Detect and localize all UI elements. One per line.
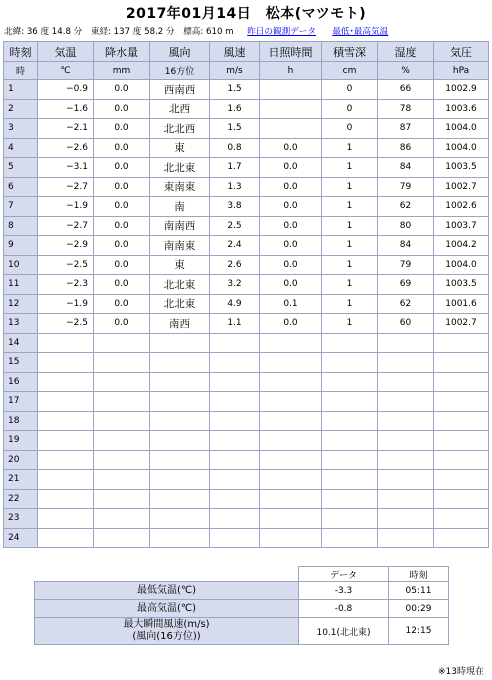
hour-cell: 3 bbox=[4, 119, 38, 139]
snow-depth-cell: 0 bbox=[322, 80, 378, 100]
temperature-cell bbox=[38, 489, 94, 509]
hour-cell: 21 bbox=[4, 470, 38, 490]
sunshine-cell: 0.0 bbox=[260, 138, 322, 158]
precipitation-cell: 0.0 bbox=[94, 99, 150, 119]
unit-sunshine: h bbox=[260, 62, 322, 80]
pressure-cell: 1004.0 bbox=[434, 255, 489, 275]
snow-depth-cell bbox=[322, 509, 378, 529]
temperature-cell bbox=[38, 509, 94, 529]
sunshine-cell bbox=[260, 80, 322, 100]
pressure-cell bbox=[434, 333, 489, 353]
temperature-cell: −2.5 bbox=[38, 255, 94, 275]
hour-cell: 17 bbox=[4, 392, 38, 412]
precipitation-cell: 0.0 bbox=[94, 119, 150, 139]
snow-depth-cell bbox=[322, 353, 378, 373]
pressure-cell: 1002.9 bbox=[434, 80, 489, 100]
wind-speed-cell bbox=[210, 372, 260, 392]
hour-cell: 2 bbox=[4, 99, 38, 119]
pressure-cell bbox=[434, 353, 489, 373]
wind-speed-cell: 4.9 bbox=[210, 294, 260, 314]
hour-cell: 10 bbox=[4, 255, 38, 275]
table-row bbox=[4, 216, 489, 236]
summary-time: 12:15 bbox=[389, 618, 449, 645]
sunshine-cell bbox=[260, 411, 322, 431]
humidity-cell: 84 bbox=[378, 236, 434, 256]
pressure-cell: 1003.7 bbox=[434, 216, 489, 236]
wind-speed-cell bbox=[210, 450, 260, 470]
snow-depth-cell: 1 bbox=[322, 216, 378, 236]
temperature-cell: −2.5 bbox=[38, 314, 94, 334]
table-row bbox=[4, 275, 489, 295]
snow-depth-cell bbox=[322, 528, 378, 548]
precipitation-cell: 0.0 bbox=[94, 275, 150, 295]
wind-speed-cell: 1.1 bbox=[210, 314, 260, 334]
sunshine-cell bbox=[260, 392, 322, 412]
sunshine-cell: 0.1 bbox=[260, 294, 322, 314]
humidity-cell bbox=[378, 509, 434, 529]
table-row bbox=[4, 314, 489, 334]
snow-depth-cell bbox=[322, 372, 378, 392]
hour-cell: 13 bbox=[4, 314, 38, 334]
header-precipitation: 降水量 bbox=[94, 42, 150, 62]
wind-direction-cell: 南 bbox=[150, 197, 210, 217]
humidity-cell bbox=[378, 353, 434, 373]
location-info-bar bbox=[4, 25, 492, 37]
precipitation-cell: 0.0 bbox=[94, 80, 150, 100]
humidity-cell: 62 bbox=[378, 197, 434, 217]
humidity-cell bbox=[378, 450, 434, 470]
wind-direction-cell: 南南東 bbox=[150, 236, 210, 256]
table-row bbox=[4, 450, 489, 470]
wind-direction-cell: 東 bbox=[150, 138, 210, 158]
humidity-cell bbox=[378, 470, 434, 490]
pressure-cell: 1004.0 bbox=[434, 119, 489, 139]
humidity-cell: 79 bbox=[378, 255, 434, 275]
snow-depth-cell bbox=[322, 489, 378, 509]
humidity-cell: 66 bbox=[378, 80, 434, 100]
pressure-cell: 1004.2 bbox=[434, 236, 489, 256]
wind-direction-cell bbox=[150, 509, 210, 529]
sunshine-cell bbox=[260, 119, 322, 139]
wind-speed-cell bbox=[210, 528, 260, 548]
sunshine-cell bbox=[260, 470, 322, 490]
hour-cell: 20 bbox=[4, 450, 38, 470]
sunshine-cell bbox=[260, 450, 322, 470]
unit-temperature: ℃ bbox=[38, 62, 94, 80]
wind-direction-cell: 北北東 bbox=[150, 294, 210, 314]
table-row bbox=[4, 509, 489, 529]
location-coordinates: 北緯: 36 度 14.8 分 東経: 137 度 58.2 分 標高: 610 m bbox=[4, 27, 234, 37]
temperature-cell: −1.6 bbox=[38, 99, 94, 119]
sunshine-cell bbox=[260, 99, 322, 119]
temperature-cell bbox=[38, 353, 94, 373]
table-row bbox=[4, 197, 489, 217]
table-row bbox=[4, 489, 489, 509]
precipitation-cell bbox=[94, 411, 150, 431]
temperature-cell bbox=[38, 431, 94, 451]
wind-direction-cell: 北北西 bbox=[150, 119, 210, 139]
hour-cell: 1 bbox=[4, 80, 38, 100]
summary-row bbox=[35, 582, 449, 600]
wind-speed-cell bbox=[210, 392, 260, 412]
snow-depth-cell bbox=[322, 470, 378, 490]
table-row bbox=[4, 236, 489, 256]
unit-row bbox=[4, 62, 489, 80]
summary-time: 05:11 bbox=[389, 582, 449, 600]
temperature-cell bbox=[38, 450, 94, 470]
wind-speed-cell bbox=[210, 333, 260, 353]
table-row bbox=[4, 99, 489, 119]
snow-depth-cell: 1 bbox=[322, 255, 378, 275]
table-row bbox=[4, 119, 489, 139]
table-row bbox=[4, 353, 489, 373]
summary-label: 最高気温(℃) bbox=[35, 600, 299, 618]
header-wind-speed: 風速 bbox=[210, 42, 260, 62]
wind-direction-cell: 東 bbox=[150, 255, 210, 275]
summary-value: -3.3 bbox=[299, 582, 389, 600]
summary-header-row bbox=[35, 567, 449, 582]
temperature-cell: −1.9 bbox=[38, 294, 94, 314]
pressure-cell: 1004.0 bbox=[434, 138, 489, 158]
snow-depth-cell: 1 bbox=[322, 177, 378, 197]
summary-time: 00:29 bbox=[389, 600, 449, 618]
wind-speed-cell: 1.6 bbox=[210, 99, 260, 119]
table-row bbox=[4, 333, 489, 353]
snow-depth-cell bbox=[322, 333, 378, 353]
table-row bbox=[4, 392, 489, 412]
wind-speed-cell bbox=[210, 353, 260, 373]
precipitation-cell bbox=[94, 431, 150, 451]
hour-cell: 22 bbox=[4, 489, 38, 509]
humidity-cell: 60 bbox=[378, 314, 434, 334]
wind-speed-cell: 0.8 bbox=[210, 138, 260, 158]
table-row bbox=[4, 431, 489, 451]
hour-cell: 19 bbox=[4, 431, 38, 451]
sunshine-cell bbox=[260, 489, 322, 509]
table-row bbox=[4, 158, 489, 178]
pressure-cell: 1002.7 bbox=[434, 177, 489, 197]
table-row bbox=[4, 372, 489, 392]
sunshine-cell: 0.0 bbox=[260, 255, 322, 275]
temperature-cell bbox=[38, 372, 94, 392]
pressure-cell: 1003.6 bbox=[434, 99, 489, 119]
wind-direction-cell: 南西 bbox=[150, 314, 210, 334]
unit-hour: 時 bbox=[4, 62, 38, 80]
hour-cell: 5 bbox=[4, 158, 38, 178]
precipitation-cell: 0.0 bbox=[94, 294, 150, 314]
wind-direction-cell: 西南西 bbox=[150, 80, 210, 100]
hour-cell: 23 bbox=[4, 509, 38, 529]
hour-cell: 16 bbox=[4, 372, 38, 392]
pressure-cell bbox=[434, 509, 489, 529]
snow-depth-cell: 1 bbox=[322, 294, 378, 314]
hour-cell: 6 bbox=[4, 177, 38, 197]
sunshine-cell: 0.0 bbox=[260, 275, 322, 295]
wind-direction-cell bbox=[150, 470, 210, 490]
humidity-cell: 78 bbox=[378, 99, 434, 119]
humidity-cell: 80 bbox=[378, 216, 434, 236]
wind-speed-cell bbox=[210, 411, 260, 431]
min-max-temp-link[interactable]: 最低･最高気温 bbox=[332, 27, 389, 37]
summary-header-time: 時刻 bbox=[389, 567, 449, 582]
precipitation-cell bbox=[94, 372, 150, 392]
table-row bbox=[4, 470, 489, 490]
pressure-cell bbox=[434, 528, 489, 548]
snow-depth-cell: 0 bbox=[322, 99, 378, 119]
snow-depth-cell: 1 bbox=[322, 275, 378, 295]
precipitation-cell: 0.0 bbox=[94, 138, 150, 158]
precipitation-cell bbox=[94, 392, 150, 412]
unit-pressure: hPa bbox=[434, 62, 489, 80]
precipitation-cell bbox=[94, 509, 150, 529]
wind-speed-cell bbox=[210, 489, 260, 509]
pressure-cell bbox=[434, 411, 489, 431]
humidity-cell bbox=[378, 528, 434, 548]
wind-direction-cell bbox=[150, 450, 210, 470]
unit-wind-speed: m/s bbox=[210, 62, 260, 80]
pressure-cell bbox=[434, 489, 489, 509]
sunshine-cell: 0.0 bbox=[260, 314, 322, 334]
temperature-cell: −2.3 bbox=[38, 275, 94, 295]
header-snow-depth: 積雪深 bbox=[322, 42, 378, 62]
wind-direction-cell bbox=[150, 333, 210, 353]
table-row bbox=[4, 528, 489, 548]
pressure-cell: 1003.5 bbox=[434, 275, 489, 295]
humidity-cell: 84 bbox=[378, 158, 434, 178]
wind-direction-cell bbox=[150, 392, 210, 412]
precipitation-cell: 0.0 bbox=[94, 216, 150, 236]
precipitation-cell bbox=[94, 470, 150, 490]
header-humidity: 湿度 bbox=[378, 42, 434, 62]
humidity-cell bbox=[378, 333, 434, 353]
snow-depth-cell: 1 bbox=[322, 236, 378, 256]
wind-speed-cell: 2.5 bbox=[210, 216, 260, 236]
yesterday-data-link[interactable]: 昨日の観測データ bbox=[247, 27, 316, 37]
table-row bbox=[4, 411, 489, 431]
sunshine-cell bbox=[260, 333, 322, 353]
snow-depth-cell: 1 bbox=[322, 314, 378, 334]
precipitation-cell: 0.0 bbox=[94, 255, 150, 275]
pressure-cell: 1002.7 bbox=[434, 314, 489, 334]
table-row bbox=[4, 80, 489, 100]
sunshine-cell bbox=[260, 372, 322, 392]
humidity-cell: 87 bbox=[378, 119, 434, 139]
precipitation-cell: 0.0 bbox=[94, 236, 150, 256]
temperature-cell: −2.6 bbox=[38, 138, 94, 158]
wind-direction-cell bbox=[150, 489, 210, 509]
sunshine-cell: 0.0 bbox=[260, 236, 322, 256]
header-hour: 時刻 bbox=[4, 42, 38, 62]
snow-depth-cell bbox=[322, 411, 378, 431]
hourly-observation-table bbox=[3, 41, 489, 548]
summary-value: -0.8 bbox=[299, 600, 389, 618]
snow-depth-cell: 1 bbox=[322, 158, 378, 178]
temperature-cell bbox=[38, 411, 94, 431]
precipitation-cell bbox=[94, 353, 150, 373]
header-temperature: 気温 bbox=[38, 42, 94, 62]
summary-value: 10.1(北北東) bbox=[299, 618, 389, 645]
pressure-cell bbox=[434, 431, 489, 451]
hour-cell: 12 bbox=[4, 294, 38, 314]
table-row bbox=[4, 255, 489, 275]
current-time-note: ※13時現在 bbox=[438, 667, 484, 677]
sunshine-cell bbox=[260, 353, 322, 373]
pressure-cell: 1002.6 bbox=[434, 197, 489, 217]
hour-cell: 18 bbox=[4, 411, 38, 431]
unit-snow-depth: cm bbox=[322, 62, 378, 80]
temperature-cell: −0.9 bbox=[38, 80, 94, 100]
unit-humidity: % bbox=[378, 62, 434, 80]
hour-cell: 9 bbox=[4, 236, 38, 256]
page-title: 2017年01月14日 松本(マツモト) bbox=[125, 6, 367, 22]
sunshine-cell bbox=[260, 528, 322, 548]
humidity-cell: 69 bbox=[378, 275, 434, 295]
humidity-cell bbox=[378, 392, 434, 412]
sunshine-cell: 0.0 bbox=[260, 158, 322, 178]
temperature-cell: −1.9 bbox=[38, 197, 94, 217]
wind-direction-cell: 南南西 bbox=[150, 216, 210, 236]
temperature-cell bbox=[38, 470, 94, 490]
precipitation-cell bbox=[94, 528, 150, 548]
wind-speed-cell: 1.5 bbox=[210, 119, 260, 139]
snow-depth-cell bbox=[322, 450, 378, 470]
temperature-cell: −2.7 bbox=[38, 216, 94, 236]
wind-speed-cell: 2.4 bbox=[210, 236, 260, 256]
summary-label: 最大瞬間風速(m/s) (風向(16方位)) bbox=[35, 618, 299, 645]
snow-depth-cell bbox=[322, 392, 378, 412]
table-row bbox=[4, 138, 489, 158]
humidity-cell: 79 bbox=[378, 177, 434, 197]
humidity-cell: 62 bbox=[378, 294, 434, 314]
humidity-cell bbox=[378, 372, 434, 392]
precipitation-cell: 0.0 bbox=[94, 158, 150, 178]
header-row bbox=[4, 42, 489, 62]
wind-speed-cell: 3.2 bbox=[210, 275, 260, 295]
precipitation-cell bbox=[94, 489, 150, 509]
temperature-cell: −2.7 bbox=[38, 177, 94, 197]
wind-speed-cell bbox=[210, 431, 260, 451]
wind-direction-cell bbox=[150, 528, 210, 548]
sunshine-cell bbox=[260, 431, 322, 451]
temperature-cell: −2.9 bbox=[38, 236, 94, 256]
wind-speed-cell: 3.8 bbox=[210, 197, 260, 217]
precipitation-cell: 0.0 bbox=[94, 197, 150, 217]
daily-summary-table bbox=[34, 566, 449, 645]
pressure-cell bbox=[434, 470, 489, 490]
pressure-cell bbox=[434, 392, 489, 412]
wind-direction-cell bbox=[150, 431, 210, 451]
snow-depth-cell: 0 bbox=[322, 119, 378, 139]
precipitation-cell bbox=[94, 333, 150, 353]
precipitation-cell: 0.0 bbox=[94, 314, 150, 334]
pressure-cell bbox=[434, 372, 489, 392]
hour-cell: 24 bbox=[4, 528, 38, 548]
sunshine-cell: 0.0 bbox=[260, 177, 322, 197]
wind-direction-cell: 東南東 bbox=[150, 177, 210, 197]
wind-speed-cell: 1.7 bbox=[210, 158, 260, 178]
temperature-cell bbox=[38, 528, 94, 548]
wind-direction-cell: 北西 bbox=[150, 99, 210, 119]
temperature-cell bbox=[38, 333, 94, 353]
humidity-cell bbox=[378, 431, 434, 451]
hour-cell: 4 bbox=[4, 138, 38, 158]
pressure-cell: 1001.6 bbox=[434, 294, 489, 314]
hour-cell: 14 bbox=[4, 333, 38, 353]
temperature-cell: −3.1 bbox=[38, 158, 94, 178]
hour-cell: 7 bbox=[4, 197, 38, 217]
unit-wind-direction: 16方位 bbox=[150, 62, 210, 80]
wind-direction-cell: 北北東 bbox=[150, 158, 210, 178]
humidity-cell: 86 bbox=[378, 138, 434, 158]
wind-speed-cell bbox=[210, 470, 260, 490]
wind-speed-cell: 2.6 bbox=[210, 255, 260, 275]
snow-depth-cell: 1 bbox=[322, 197, 378, 217]
summary-row bbox=[35, 600, 449, 618]
pressure-cell bbox=[434, 450, 489, 470]
sunshine-cell: 0.0 bbox=[260, 197, 322, 217]
humidity-cell bbox=[378, 489, 434, 509]
wind-speed-cell: 1.5 bbox=[210, 80, 260, 100]
snow-depth-cell bbox=[322, 431, 378, 451]
table-row bbox=[4, 177, 489, 197]
header-pressure: 気圧 bbox=[434, 42, 489, 62]
summary-blank-cell bbox=[35, 567, 299, 582]
hour-cell: 8 bbox=[4, 216, 38, 236]
humidity-cell bbox=[378, 411, 434, 431]
sunshine-cell: 0.0 bbox=[260, 216, 322, 236]
wind-direction-cell bbox=[150, 353, 210, 373]
summary-row bbox=[35, 618, 449, 645]
wind-direction-cell bbox=[150, 372, 210, 392]
hour-cell: 11 bbox=[4, 275, 38, 295]
temperature-cell bbox=[38, 392, 94, 412]
wind-direction-cell: 北北東 bbox=[150, 275, 210, 295]
wind-speed-cell: 1.3 bbox=[210, 177, 260, 197]
precipitation-cell bbox=[94, 450, 150, 470]
temperature-cell: −2.1 bbox=[38, 119, 94, 139]
table-row bbox=[4, 294, 489, 314]
wind-direction-cell bbox=[150, 411, 210, 431]
header-sunshine: 日照時間 bbox=[260, 42, 322, 62]
header-wind-direction: 風向 bbox=[150, 42, 210, 62]
wind-speed-cell bbox=[210, 509, 260, 529]
unit-precipitation: mm bbox=[94, 62, 150, 80]
summary-label: 最低気温(℃) bbox=[35, 582, 299, 600]
summary-header-data: データ bbox=[299, 567, 389, 582]
precipitation-cell: 0.0 bbox=[94, 177, 150, 197]
pressure-cell: 1003.5 bbox=[434, 158, 489, 178]
snow-depth-cell: 1 bbox=[322, 138, 378, 158]
sunshine-cell bbox=[260, 509, 322, 529]
hour-cell: 15 bbox=[4, 353, 38, 373]
